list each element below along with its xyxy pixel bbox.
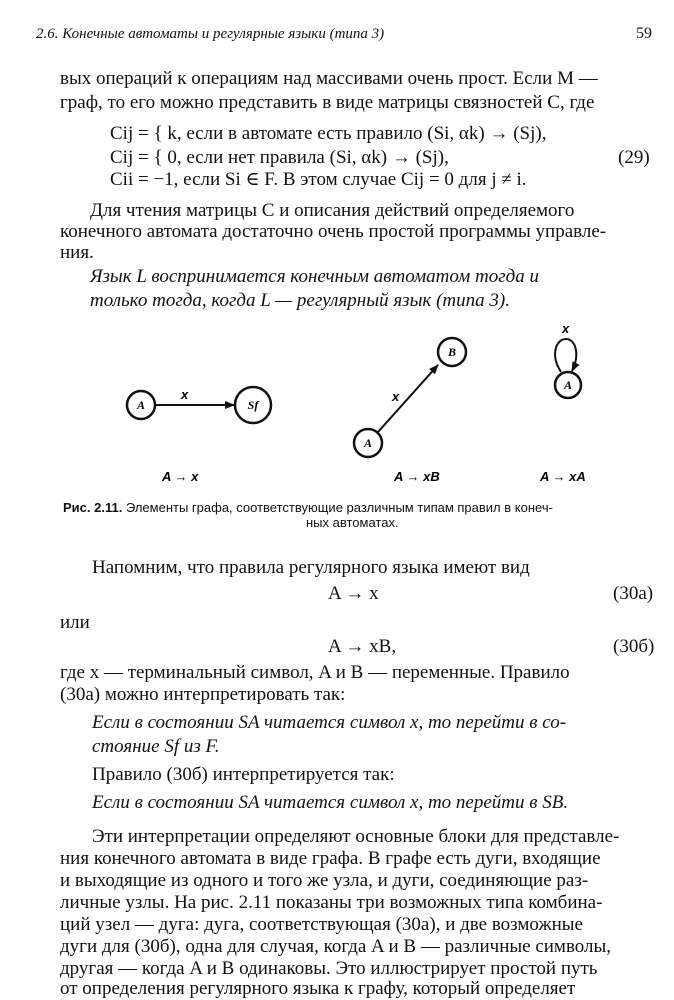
intro-line-1: вых операций к операциям над массивами очень прост. Если M — [60,68,598,89]
rule-30b-number: (30б) [613,636,655,657]
rule-30b-intro: Правило (30б) интерпретируется так: [92,764,395,785]
matrix-row-2: Cij = { 0, если нет правила (Si, αk) → (Sj), [110,147,449,168]
node-a-2-label: A [363,436,373,450]
matrix-row-1: Cij = { k, если в автомате есть правило (Si, αk) → (Sj), [110,123,547,144]
edge-a-b [378,365,438,432]
theorem-line-2: только тогда, когда L — регулярный язык (типа 3). [90,290,510,311]
final-para-line-3: и выходящие из одного и того же узла, и дуги, соединяющие раз- [60,870,589,891]
where-line-2: (30а) можно интерпретировать так: [60,684,346,705]
node-a-2 [354,429,382,457]
para1-line-3: ния. [60,242,94,263]
figure-caption-label: Рис. 2.11. [63,500,123,515]
node-a-1-label: A [136,398,146,412]
final-para-line-8: от определения регулярного языка к графу, который определяет [60,978,576,999]
final-para-line-2: ния конечного автомата в виде графа. В графе есть дуги, входящие [60,848,601,869]
final-para-line-6: дуги для (30б), одна для случая, когда A и B — различные символы, [60,936,612,957]
rule-label-1: A → x [162,469,199,484]
where-line-1: где x — терминальный символ, A и B — переменные. Правило [60,662,570,683]
figure-caption-line-1 [63,500,553,515]
node-a-1 [127,391,155,419]
rule-label-3: A → xA [540,469,586,484]
theorem-line-1: Язык L воспринимается конечным автоматом тогда и [90,266,540,287]
final-para-line-7: другая — когда A и B одинаковы. Это иллюстрирует простой путь [60,958,598,979]
rule-30b-formula: A → xB, [328,636,397,657]
final-para-line-1: Эти интерпретации определяют основные блоки для представле- [92,826,620,847]
figure-caption-line-2: ных автоматах. [306,515,399,530]
matrix-row-3: Cii = −1, если Si ∈ F. В этом случае Cij = 0 для j ≠ i. [110,169,527,190]
recall-line: Напомним, что правила регулярного языка имеют вид [92,557,530,578]
figure-caption-text: Элементы графа, соответствующие различным типам правил в конеч- [125,500,553,515]
node-b-label: B [447,345,457,359]
para1-line-2: конечного автомата достаточно очень простой программы управле- [60,221,607,242]
running-title: 2.6. Конечные автоматы и регулярные языки (типа 3) [36,26,385,42]
edge-a-sf-symbol: x [181,387,189,402]
self-loop-edge [555,339,576,372]
node-a-3 [555,372,581,398]
node-a-3-label: A [563,378,573,392]
intro-line-2: граф, то его можно представить в виде матрицы связностей C, где [60,92,595,113]
equation-number-29: (29) [618,147,650,168]
final-para-line-5: ций узел — дуга: дуга, соответствующая (30а), и две возможные [60,914,583,935]
rule-30a-formula: A → x [328,583,379,604]
page-number: 59 [636,25,652,42]
interp-a-line-2: стояние Sf из F. [92,736,220,757]
rule-30a-number: (30а) [613,583,654,604]
para1-line-1: Для чтения матрицы C и описания действий определяемого [90,200,575,221]
node-sf-label: Sf [247,398,259,412]
or-word: или [60,612,90,633]
interp-a-line-1: Если в состоянии SA читается символ x, то перейти в со- [92,712,567,733]
rule-label-2: A → xB [394,469,440,484]
final-para-line-4: личные узлы. На рис. 2.11 показаны три возможных типа комбина- [60,892,603,913]
edge-a-b-symbol: x [392,389,400,404]
node-sf [235,387,271,423]
figure-2-11 [0,315,674,495]
interp-b: Если в состоянии SA читается символ x, то перейти в SB. [92,792,569,813]
self-loop-symbol: x [562,321,570,336]
node-b [438,338,466,366]
